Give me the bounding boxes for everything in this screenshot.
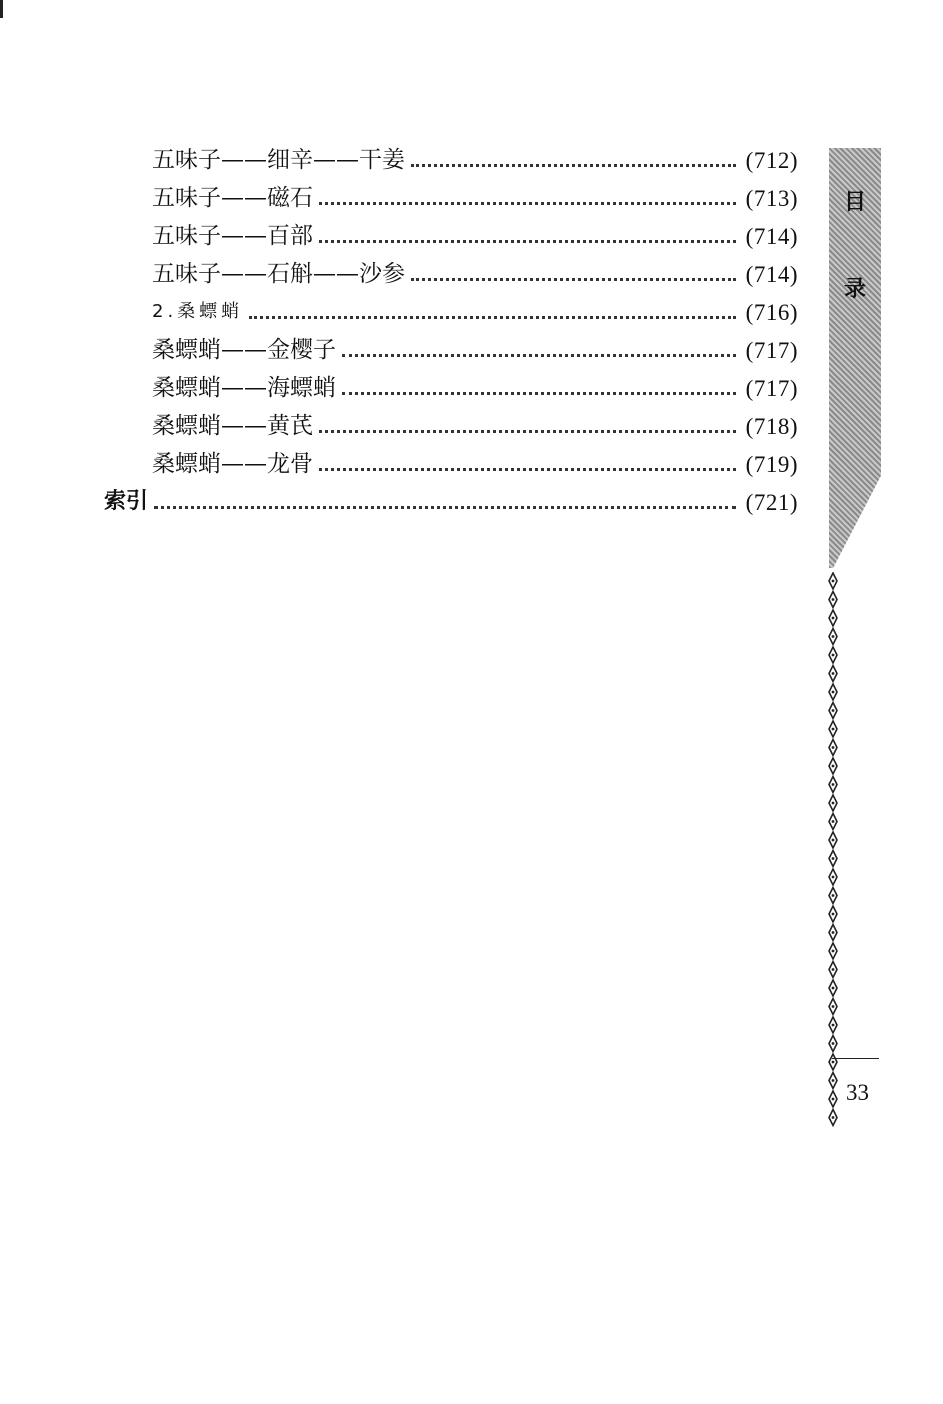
diamond-center-dot: [832, 839, 835, 842]
toc-entry-title: 五味子——百部: [152, 222, 313, 249]
toc-entry-title: 桑螵蛸——黄芪: [152, 412, 313, 439]
side-tab-char-2: 录: [843, 277, 866, 302]
dot-leader: [249, 316, 735, 319]
diamond-center-dot: [832, 913, 835, 916]
toc-index-entry[interactable]: [104, 485, 798, 519]
toc-entry-title: 桑螵蛸——海螵蛸: [152, 374, 336, 401]
toc-entry-page: (716): [745, 299, 798, 325]
dot-leader: [411, 278, 736, 281]
diamond-center-dot: [832, 672, 835, 675]
diamond-center-dot: [832, 802, 835, 805]
diamond-center-dot: [832, 857, 835, 860]
toc-entry-title: 桑螵蛸——龙骨: [152, 450, 313, 477]
diamond-center-dot: [832, 1079, 835, 1082]
toc-entry-title: 索引: [104, 489, 149, 514]
dot-leader: [411, 164, 736, 167]
toc-entry-page: (713): [745, 185, 798, 211]
toc-entry-title: 桑螵蛸——金樱子: [152, 336, 336, 363]
toc-entry-title: 2.桑螵蛸: [152, 301, 244, 322]
diamond-center-dot: [832, 746, 835, 749]
dot-leader: [319, 468, 736, 471]
toc-entry-page: (714): [745, 223, 798, 249]
toc-entry-title: 五味子——石斛——沙参: [152, 260, 405, 287]
dot-leader: [319, 240, 736, 243]
diamond-center-dot: [832, 876, 835, 879]
diamond-center-dot: [832, 1005, 835, 1008]
page-number-rule: [832, 1058, 879, 1059]
toc-entry[interactable]: [152, 371, 798, 405]
diamond-center-dot: [832, 635, 835, 638]
dot-leader: [342, 354, 736, 357]
diamond-center-dot: [832, 987, 835, 990]
diamond-center-dot: [832, 783, 835, 786]
toc-entry-page: (718): [745, 413, 798, 439]
page-number: 33: [846, 1080, 869, 1105]
toc-entry-page: (721): [745, 489, 798, 515]
diamond-center-dot: [832, 894, 835, 897]
toc-entry[interactable]: [152, 409, 798, 443]
diamond-center-dot: [832, 765, 835, 768]
diamond-chain-ornament: [822, 572, 844, 1132]
toc-entry[interactable]: [152, 143, 798, 177]
toc-entry[interactable]: [152, 333, 798, 367]
diamond-center-dot: [832, 728, 835, 731]
diamond-center-dot: [832, 820, 835, 823]
toc-entry-page: (712): [745, 147, 798, 173]
diamond-center-dot: [832, 950, 835, 953]
diamond-center-dot: [832, 968, 835, 971]
diamond-center-dot: [832, 1024, 835, 1027]
toc-entry[interactable]: [152, 181, 798, 215]
toc-entry-page: (714): [745, 261, 798, 287]
toc-entry[interactable]: [152, 219, 798, 253]
diamond-center-dot: [832, 617, 835, 620]
scan-edge-mark: [0, 0, 3, 18]
side-tab-char-1: 目: [843, 190, 866, 215]
toc-entry-page: (719): [745, 451, 798, 477]
diamond-center-dot: [832, 598, 835, 601]
diamond-center-dot: [832, 931, 835, 934]
dot-leader: [154, 506, 736, 509]
diamond-center-dot: [832, 709, 835, 712]
diamond-center-dot: [832, 580, 835, 583]
toc-entry-page: (717): [745, 375, 798, 401]
diamond-center-dot: [832, 691, 835, 694]
dot-leader: [319, 430, 736, 433]
dot-leader: [342, 392, 736, 395]
toc-entry-page: (717): [745, 337, 798, 363]
diamond-center-dot: [832, 654, 835, 657]
toc-entry[interactable]: [152, 257, 798, 291]
dot-leader: [319, 202, 736, 205]
diamond-center-dot: [832, 1042, 835, 1045]
diamond-center-dot: [832, 1098, 835, 1101]
toc-entry-title: 五味子——磁石: [152, 184, 313, 211]
diamond-center-dot: [832, 1116, 835, 1119]
toc-section-heading[interactable]: [152, 295, 798, 329]
toc-entry-title: 五味子——细辛——干姜: [152, 146, 405, 173]
toc-entry[interactable]: [152, 447, 798, 481]
diamond-center-dot: [832, 1061, 835, 1064]
